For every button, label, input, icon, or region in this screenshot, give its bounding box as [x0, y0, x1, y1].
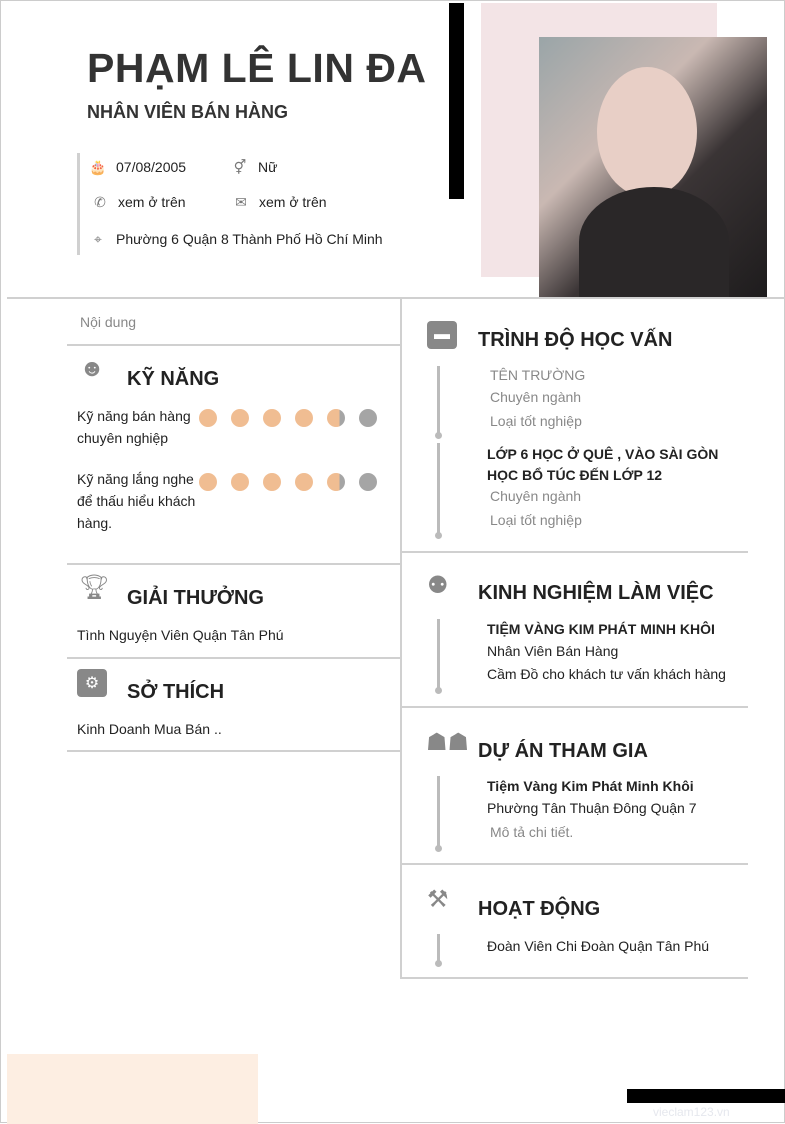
head-lightbulb-icon: ☻ — [79, 355, 105, 382]
divider — [402, 706, 748, 708]
major-placeholder[interactable]: Chuyên ngành — [490, 488, 582, 504]
email-row — [233, 194, 327, 210]
divider — [402, 863, 748, 865]
address-row — [90, 231, 383, 247]
grade-placeholder[interactable]: Loại tốt nghiệp — [490, 512, 582, 528]
hobbies-title: SỞ THÍCH — [127, 681, 225, 703]
timeline — [437, 776, 440, 849]
education-title: TRÌNH ĐỘ HỌC VẤN — [478, 329, 673, 351]
footer-black-bar — [627, 1089, 785, 1103]
projects-title: DỰ ÁN THAM GIA — [478, 740, 648, 762]
project-description-placeholder[interactable]: Mô tả chi tiết. — [490, 824, 574, 840]
info-divider — [77, 153, 80, 255]
phone-icon: ✆ — [94, 193, 106, 210]
rating-dot — [359, 409, 377, 427]
grade-placeholder[interactable]: Loại tốt nghiệp — [490, 413, 582, 429]
gender-row — [232, 159, 277, 175]
awards-text: Tình Nguyện Viên Quận Tân Phú — [77, 627, 284, 643]
sweeping-person-icon: ⚒ — [427, 886, 449, 913]
watermark: vieclam123.vn — [653, 1105, 730, 1119]
trophy-icon: 🏆︎ — [79, 574, 110, 601]
skills-title: KỸ NĂNG — [127, 368, 220, 390]
rating-dot — [263, 409, 281, 427]
timeline — [437, 366, 440, 436]
birthday-row — [90, 159, 186, 175]
rating-dot — [231, 409, 249, 427]
rating-dot — [327, 473, 345, 491]
divider — [402, 551, 748, 553]
phone-row — [92, 194, 186, 210]
group-icon: ☗☗ — [426, 729, 470, 756]
rating-dot — [295, 473, 313, 491]
divider — [67, 750, 401, 752]
phone: xem ở trên — [118, 194, 186, 210]
column-divider — [400, 299, 402, 979]
school-placeholder[interactable]: TÊN TRƯỜNG — [490, 367, 586, 383]
divider — [67, 657, 401, 659]
rating-dot — [263, 473, 281, 491]
birthday: 07/08/2005 — [116, 159, 187, 175]
skill-rating — [199, 473, 377, 491]
rating-dot — [199, 409, 217, 427]
rating-dot — [295, 409, 313, 427]
gender: Nữ — [258, 159, 278, 175]
gender-icon: ⚥ — [233, 158, 247, 175]
experience-description: Cầm Đồ cho khách tư vấn khách hàng — [487, 666, 726, 682]
job-title: NHÂN VIÊN BÁN HÀNG — [87, 102, 289, 122]
timeline — [437, 443, 440, 536]
divider — [402, 977, 748, 979]
activities-text: Đoàn Viên Chi Đoàn Quận Tân Phú — [487, 938, 710, 954]
project-role: Phường Tân Thuận Đông Quận 7 — [487, 800, 697, 816]
steam-icon: ⚙ — [77, 669, 107, 697]
position: Nhân Viên Bán Hàng — [487, 643, 619, 659]
project-name: Tiệm Vàng Kim Phát Minh Khôi — [487, 778, 694, 794]
divider — [67, 344, 401, 346]
skill-name: Kỹ năng lắng nghe để thấu hiểu khách hàng. — [77, 471, 196, 531]
timeline — [437, 934, 440, 964]
envelope-icon: ✉ — [235, 193, 247, 210]
black-bar — [449, 3, 464, 199]
divider — [67, 563, 401, 565]
awards-title: GIẢI THƯỞNG — [127, 587, 264, 609]
school-name: LỚP 6 HỌC Ở QUÊ , VÀO SÀI GÒN HỌC BỔ TÚC ĐẾN LỚP 12 — [487, 446, 719, 483]
hobbies-text: Kinh Doanh Mua Bán .. — [77, 721, 222, 737]
header-divider — [7, 297, 785, 299]
company-name: TIỆM VÀNG KIM PHÁT MINH KHÔI — [487, 621, 715, 637]
timeline — [437, 619, 440, 691]
skill-name: Kỹ năng bán hàng chuyên nghiệp — [77, 408, 191, 446]
rating-dot — [199, 473, 217, 491]
major-placeholder[interactable]: Chuyên ngành — [490, 389, 582, 405]
email: xem ở trên — [259, 194, 327, 210]
peach-block — [7, 1054, 258, 1124]
activities-title: HOẠT ĐỘNG — [478, 898, 601, 920]
address: Phường 6 Quận 8 Thành Phố Hồ Chí Minh — [116, 231, 383, 247]
objective-placeholder[interactable]: Nội dung — [80, 314, 137, 330]
profile-photo — [539, 37, 767, 297]
briefcase-icon: ▬ — [427, 321, 457, 349]
cake-icon: 🎂 — [89, 158, 107, 175]
candidate-name: PHẠM LÊ LIN ĐA — [87, 45, 427, 91]
rating-dot — [231, 473, 249, 491]
worker-icon: ⚉ — [427, 572, 449, 599]
rating-dot — [327, 409, 345, 427]
experience-title: KINH NGHIỆM LÀM VIỆC — [478, 582, 714, 604]
skill-rating — [199, 409, 377, 427]
map-icon: ⌖ — [94, 230, 102, 247]
rating-dot — [359, 473, 377, 491]
